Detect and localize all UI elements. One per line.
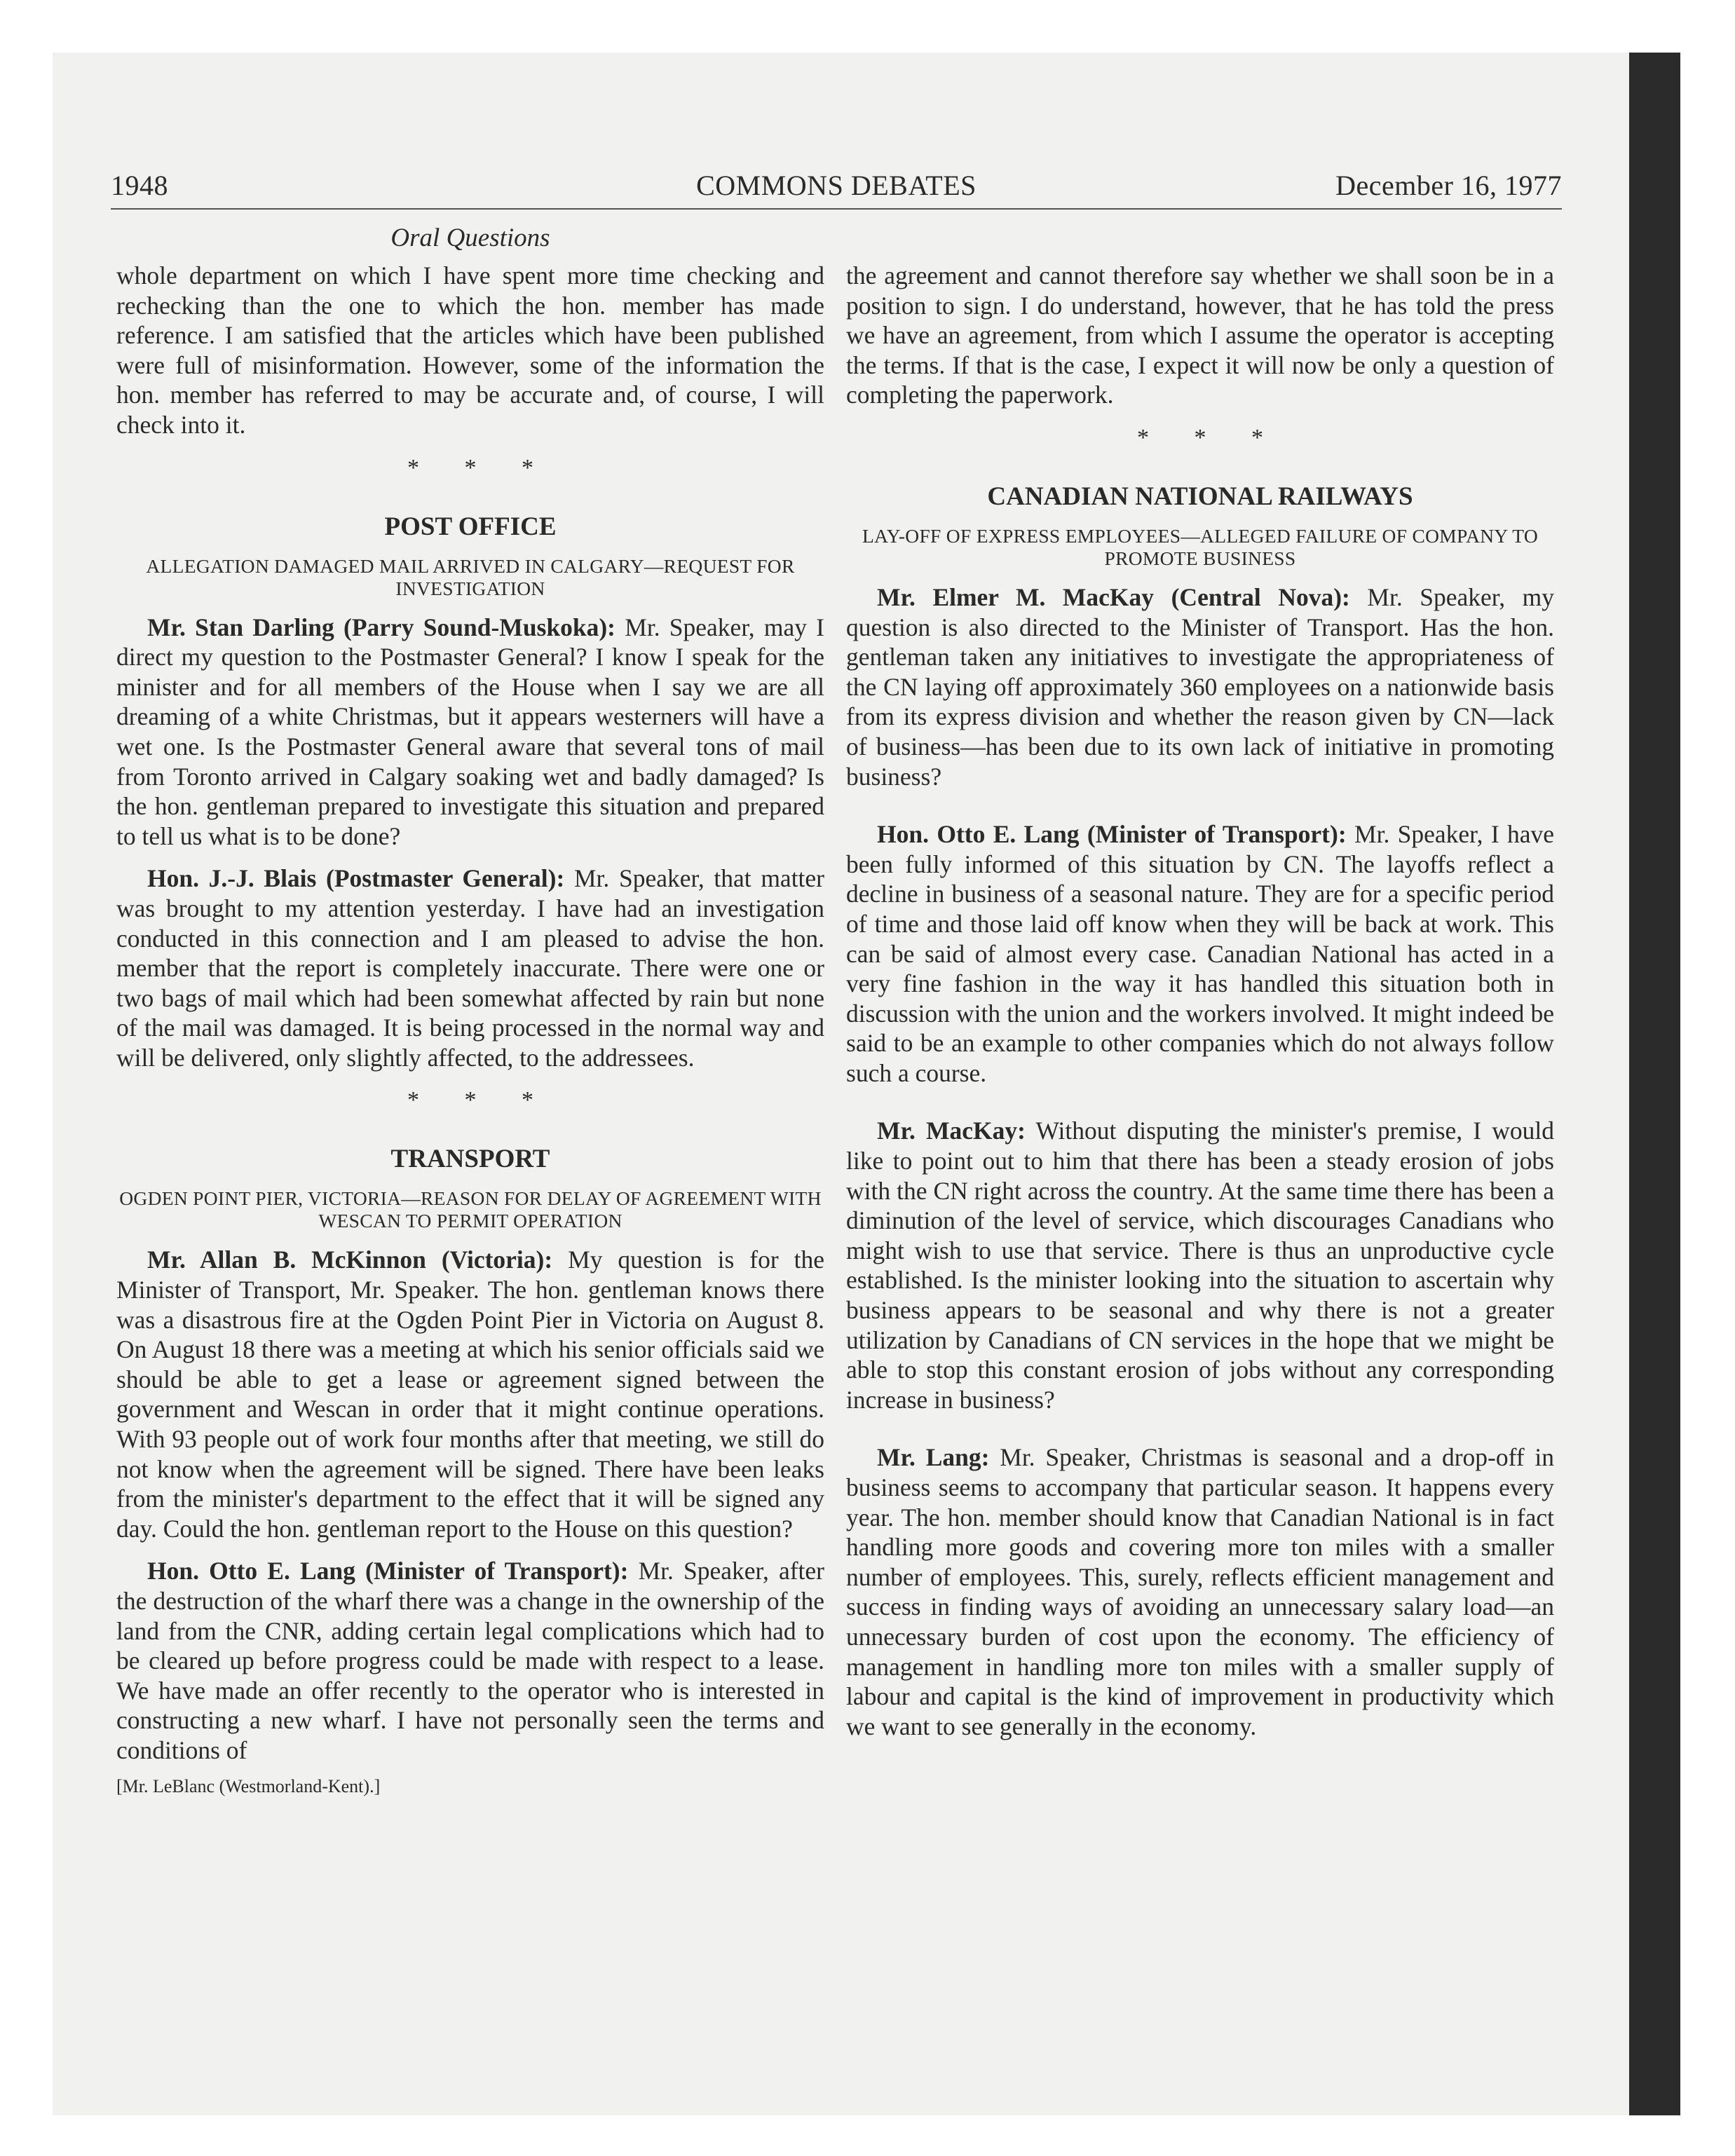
section-subheading: LAY-OFF OF EXPRESS EMPLOYEES—ALLEGED FAILURE OF COMPANY TO PROMOTE BUSINESS	[862, 524, 1538, 569]
speaker-name: Mr. Stan Darling (Parry Sound-Muskoka):	[147, 613, 616, 641]
left-column	[116, 223, 824, 1798]
running-title: COMMONS DEBATES	[696, 170, 977, 201]
speech-paragraph	[846, 1442, 1554, 1741]
section-heading: TRANSPORT	[390, 1145, 550, 1174]
speaker-name: Hon. J.-J. Blais (Postmaster General):	[147, 864, 565, 893]
speech-text: My question is for the Minister of Transport, Mr. Speaker. The hon. gentleman knows there was a disastrous fire at the Ogden Point Pier in Victoria on August 8. On August 18 there was a meeting at which his senior officials said we should be able to get a lease or agreement signed between the government and Wescan in order that it might continue operations. With 93 people out of work four months after that meeting, we still do not know when the agreement will be signed. There have been leaks from the minister's department to the effect that it will be signed any day. Could the hon. gentleman report to the House on this question?	[116, 1246, 824, 1543]
speech-text: Without disputing the minister's premise, I would like to point out to him that there has been a steady erosion of jobs with the CN right across the country. At the same time there has been a diminution of the level of service, which discourages Canadians who might wish to use that service. There is thus an unproductive cycle established. Is the minister looking into the situation to ascertain why business appears to be seasonal and why there is not a greater utilization by Canadians of CN services in the hope that we might be able to stop this constant erosion of jobs without any corresponding increase in business?	[846, 1117, 1554, 1414]
speech-paragraph	[846, 1116, 1554, 1414]
speech-text: Mr. Speaker, may I direct my question to the Postmaster General? I know I speak for the minister and for all members of the House when I say we are all dreaming of a white Christmas, but it appears westerners will have a wet one. Is the Postmaster General aware that several tons of mail from Toronto arrived in Calgary soaking wet and badly damaged? Is the hon. gentleman prepared to investigate this situation and prepared to tell us what is to be done?	[116, 613, 825, 850]
speech-paragraph	[116, 613, 824, 852]
speech-text: Mr. Speaker, I have been fully informed of this situation by CN. The layoffs reflect a decline in business of a seasonal nature. They are for a specific period of time and those laid off know when they will be back at work. This can be said of almost every case. Canadian National has acted in a very fine fashion in the way it has handled this situation both in discussion with the union and the workers involved. It might indeed be said to be an example to other companies which do not always follow such a course.	[846, 820, 1555, 1087]
speech-paragraph	[116, 864, 824, 1072]
section-separator: * * *	[407, 454, 553, 481]
footnote: [Mr. LeBlanc (Westmorland-Kent).]	[116, 1775, 381, 1796]
speaker-name: Mr. Lang:	[877, 1443, 990, 1472]
section-separator: * * *	[1137, 424, 1283, 451]
speech-text: Mr. Speaker, my question is also directed to the Minister of Transport. Has the hon. gentleman taken any initiatives to investigate the appropriateness of the CN laying off approximately 360 employees on a nationwide basis from its express division and whether the reason given by CN—lack of business—has been due to its own lack of initiative in promoting business?	[846, 582, 1554, 791]
section-subheading: ALLEGATION DAMAGED MAIL ARRIVED IN CALGARY—REQUEST FOR INVESTIGATION	[146, 554, 795, 599]
paragraph: the agreement and cannot therefore say whether we shall soon be in a position to sign. I do understand, however, that he has told the press we have an agreement, from which I assume the operator is accepting the terms. If that is the case, I expect it will now be only a question of completing the paperwork.	[846, 261, 1554, 409]
section-separator: * * *	[407, 1087, 553, 1114]
speech-text: Mr. Speaker, after the destruction of the wharf there was a change in the ownership of the land from the CNR, adding certain legal complications which had to be cleared up before progress could be made with respect to a lease. We have made an offer recently to the operator who is interested in constructing a new wharf. I have not personally seen the terms and conditions of	[116, 1557, 824, 1764]
speech-paragraph	[846, 582, 1554, 791]
section-heading: POST OFFICE	[384, 512, 557, 541]
scan-edge-shadow	[1629, 53, 1680, 2115]
speaker-name: Mr. MacKay:	[877, 1117, 1026, 1145]
speaker-name: Hon. Otto E. Lang (Minister of Transport):	[147, 1557, 629, 1585]
right-column	[846, 223, 1554, 1741]
page-date: December 16, 1977	[1335, 170, 1562, 201]
speech-text: Mr. Speaker, that matter was brought to my attention yesterday. I have had an investigation conducted in this connection and I am pleased to advise the hon. member that the report is completely inaccurate. There were one or two bags of mail which had been somewhat affected by rain but none of the mail was damaged. It is being processed in the normal way and will be delivered, only slightly affected, to the addressees.	[116, 864, 824, 1072]
page-number: 1948	[111, 170, 168, 201]
paragraph: whole department on which I have spent more time checking and rechecking than the one to which the hon. member has made reference. I am satisfied that the articles which have been published were full of misinformation. However, some of the information the hon. member has referred to may be accurate and, of course, I will check into it.	[116, 261, 824, 439]
speech-text: Mr. Speaker, Christmas is seasonal and a drop-off in business seems to accompany that particular season. It happens every year. The hon. member should know that Canadian National is in fact handling more goods and covering more ton miles with a smaller number of employees. This, surely, reflects efficient management and success in finding ways of avoiding an unnecessary salary load—an unnecessary burden of cost upon the economy. The efficiency of management in handling more ton miles with a smaller supply of labour and capital is the kind of improvement in productivity which we want to see generally in the economy.	[846, 1443, 1555, 1740]
speech-paragraph	[846, 819, 1554, 1088]
section-heading: CANADIAN NATIONAL RAILWAYS	[987, 482, 1413, 511]
speaker-name: Mr. Elmer M. MacKay (Central Nova):	[877, 582, 1350, 611]
page-header	[111, 166, 1562, 210]
section-subheading: OGDEN POINT PIER, VICTORIA—REASON FOR DELAY OF AGREEMENT WITH WESCAN TO PERMIT OPERATION	[119, 1187, 822, 1232]
speaker-name: Mr. Allan B. McKinnon (Victoria):	[147, 1246, 553, 1274]
speech-paragraph	[116, 1245, 824, 1543]
speech-paragraph	[116, 1556, 824, 1765]
speaker-name: Hon. Otto E. Lang (Minister of Transport):	[877, 820, 1347, 849]
section-label: Oral Questions	[390, 224, 550, 252]
